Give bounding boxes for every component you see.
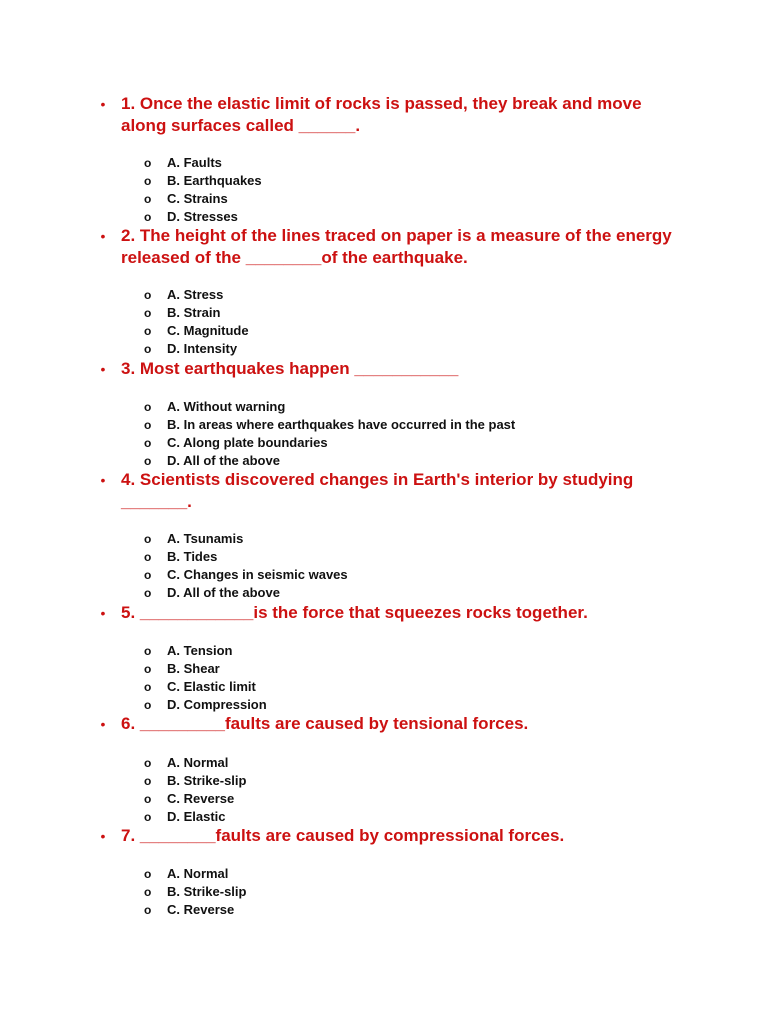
circle-bullet-icon: o (144, 792, 152, 806)
option-item (144, 416, 664, 434)
question-text: 5. ____________is the force that squeezes rocks together. (121, 603, 588, 622)
options-list-6 (144, 754, 664, 826)
option-item (144, 772, 664, 790)
option-item (144, 154, 664, 172)
option-label: A. Stress (167, 287, 224, 302)
option-label: A. Tension (167, 643, 233, 658)
bullet-icon (96, 606, 110, 620)
option-item (144, 190, 664, 208)
option-label: C. Strains (167, 191, 228, 206)
circle-bullet-icon: o (144, 192, 152, 206)
option-label: D. Elastic (167, 809, 226, 824)
option-item (144, 865, 664, 883)
option-label: B. Strain (167, 305, 221, 320)
option-item (144, 566, 664, 584)
option-item (144, 901, 664, 919)
question-text: 1. Once the elastic limit of rocks is passed, they break and move along surfaces called ______. (121, 94, 647, 135)
option-label: D. All of the above (167, 585, 280, 600)
question-text: 3. Most earthquakes happen ___________ (121, 359, 459, 378)
option-item (144, 304, 664, 322)
option-label: B. Tides (167, 549, 218, 564)
option-item (144, 172, 664, 190)
option-item (144, 584, 664, 602)
circle-bullet-icon: o (144, 885, 152, 899)
circle-bullet-icon: o (144, 698, 152, 712)
circle-bullet-icon: o (144, 288, 152, 302)
option-label: D. All of the above (167, 453, 280, 468)
option-label: B. Shear (167, 661, 220, 676)
options-list-4 (144, 530, 664, 602)
bullet-icon (96, 229, 110, 243)
option-item (144, 530, 664, 548)
circle-bullet-icon: o (144, 867, 152, 881)
bullet-icon (96, 717, 110, 731)
circle-bullet-icon: o (144, 174, 152, 188)
circle-bullet-icon: o (144, 436, 152, 450)
option-item (144, 678, 664, 696)
bullet-icon (96, 362, 110, 376)
option-label: B. In areas where earthquakes have occurred in the past (167, 417, 516, 432)
question-text: 6. _________faults are caused by tensional forces. (121, 714, 529, 733)
circle-bullet-icon: o (144, 454, 152, 468)
options-list-5 (144, 642, 664, 714)
option-label: C. Changes in seismic waves (167, 567, 348, 582)
option-label: C. Reverse (167, 791, 235, 806)
option-label: D. Compression (167, 697, 267, 712)
bullet-icon (96, 473, 110, 487)
option-item (144, 790, 664, 808)
circle-bullet-icon: o (144, 662, 152, 676)
options-list-2 (144, 286, 664, 358)
circle-bullet-icon: o (144, 756, 152, 770)
option-item (144, 340, 664, 358)
circle-bullet-icon: o (144, 400, 152, 414)
circle-bullet-icon: o (144, 418, 152, 432)
option-item (144, 808, 664, 826)
option-item (144, 642, 664, 660)
option-label: C. Along plate boundaries (167, 435, 328, 450)
option-label: C. Elastic limit (167, 679, 256, 694)
option-label: D. Intensity (167, 341, 238, 356)
option-label: A. Without warning (167, 399, 286, 414)
option-item (144, 286, 664, 304)
option-item (144, 434, 664, 452)
option-label: A. Normal (167, 866, 229, 881)
option-label: A. Normal (167, 755, 229, 770)
option-item (144, 398, 664, 416)
circle-bullet-icon: o (144, 306, 152, 320)
option-item (144, 660, 664, 678)
circle-bullet-icon: o (144, 810, 152, 824)
circle-bullet-icon: o (144, 210, 152, 224)
option-item (144, 208, 664, 226)
circle-bullet-icon: o (144, 644, 152, 658)
options-list-7 (144, 865, 664, 919)
question-text: 2. The height of the lines traced on paper is a measure of the energy released of the ________of the earthquake. (121, 226, 677, 267)
circle-bullet-icon: o (144, 903, 152, 917)
option-item (144, 452, 664, 470)
option-item (144, 322, 664, 340)
option-label: A. Faults (167, 155, 222, 170)
options-list-1 (144, 154, 664, 226)
bullet-icon (96, 829, 110, 843)
options-list-3 (144, 398, 664, 470)
circle-bullet-icon: o (144, 774, 152, 788)
option-item (144, 754, 664, 772)
circle-bullet-icon: o (144, 324, 152, 338)
option-label: B. Strike-slip (167, 884, 247, 899)
circle-bullet-icon: o (144, 568, 152, 582)
option-item (144, 548, 664, 566)
option-label: A. Tsunamis (167, 531, 244, 546)
bullet-icon (96, 97, 110, 111)
option-label: B. Strike-slip (167, 773, 247, 788)
question-text: 7. ________faults are caused by compressional forces. (121, 826, 565, 845)
option-item (144, 883, 664, 901)
circle-bullet-icon: o (144, 156, 152, 170)
circle-bullet-icon: o (144, 586, 152, 600)
circle-bullet-icon: o (144, 550, 152, 564)
option-label: C. Magnitude (167, 323, 249, 338)
option-label: C. Reverse (167, 902, 235, 917)
circle-bullet-icon: o (144, 342, 152, 356)
option-label: D. Stresses (167, 209, 238, 224)
question-text: 4. Scientists discovered changes in Earth's interior by studying _______. (121, 470, 639, 511)
circle-bullet-icon: o (144, 532, 152, 546)
option-label: B. Earthquakes (167, 173, 262, 188)
circle-bullet-icon: o (144, 680, 152, 694)
option-item (144, 696, 664, 714)
